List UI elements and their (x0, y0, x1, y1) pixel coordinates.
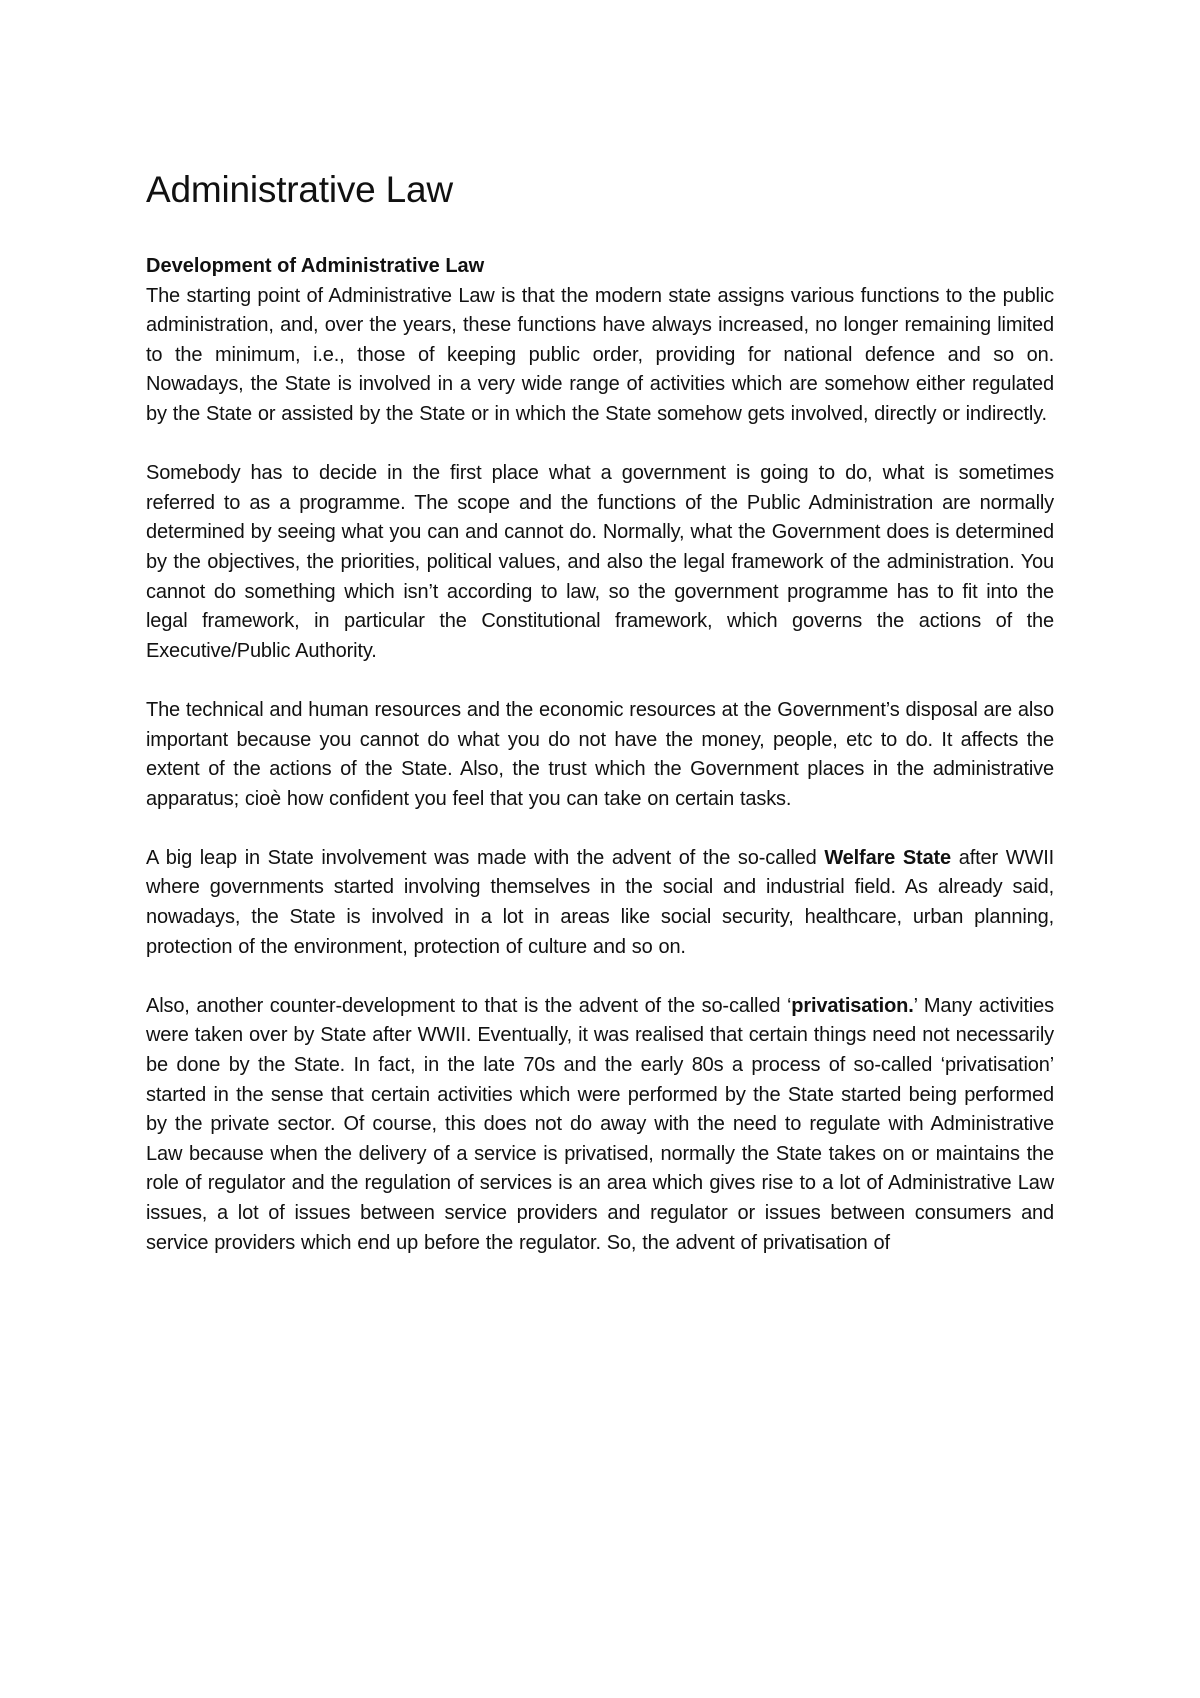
privatisation-term: privatisation. (791, 994, 914, 1017)
paragraph-5-text-end: ’ Many activities were taken over by State after WWII. Eventually, it was realised that certain things need not necessarily be done by the State. In fact, in the late 70s and the early 80s a process of so-called ‘privatisation’ started in the sense that certain activities which were performed by the State started being performed by the private sector. Of course, this does not do away with the need to regulate with Administrative Law because when the delivery of a service is privatised, normally the State takes on or maintains the role of regulator and the regulation of services is an area which gives rise to a lot of Administrative Law issues, a lot of issues between service providers and regulator or issues between consumers and service providers which end up before the regulator. So, the advent of privatisation of (146, 994, 1054, 1254)
section-heading: Development of Administrative Law (146, 255, 485, 277)
paragraph-2: Somebody has to decide in the first place what a government is going to do, what is sometimes referred to as a programme. The scope and the functions of the Public Administration are normally determined by seeing what you can and cannot do. Normally, what the Government does is determined by the objectives, the priorities, political values, and also the legal framework of the administration. You cannot do something which isn’t according to law, so the government programme has to fit into the legal framework, in particular the Constitutional framework, which governs the actions of the Executive/Public Authority. (146, 462, 1054, 662)
document-body (146, 168, 1054, 1288)
welfare-state-term: Welfare State (824, 846, 952, 869)
paragraph-4-text-start: A big leap in State involvement was made with the advent of the so-called (146, 846, 825, 869)
paragraph-4-text-end: after WWII where governments started involving themselves in the social and industrial field. As already said, nowadays, the State is involved in a lot in areas like social security, healthcare, urban planning, protection of the environment, protection of culture and so on. (146, 846, 1055, 958)
paragraph-3: The technical and human resources and the economic resources at the Government’s disposal are also important because you cannot do what you do not have the money, people, etc to do. It affects the extent of the actions of the State. Also, the trust which the Government places in the administrative apparatus; cioè how confident you feel that you can take on certain tasks. (146, 698, 1054, 810)
paragraph-1: The starting point of Administrative Law is that the modern state assigns various functions to the public administration, and, over the years, these functions have always increased, no longer remaining limited to the minimum, i.e., those of keeping public order, providing for national defence and so on. Nowadays, the State is involved in a very wide range of activities which are somehow either regulated by the State or assisted by the State or in which the State somehow gets involved, directly or indirectly. (146, 284, 1054, 425)
paragraph-5-text-start: Also, another counter-development to that is the advent of the so-called ‘ (146, 994, 792, 1017)
page-title: Administrative Law (146, 169, 453, 210)
paragraph-4 (146, 844, 1054, 962)
paragraph-5 (146, 992, 1054, 1258)
